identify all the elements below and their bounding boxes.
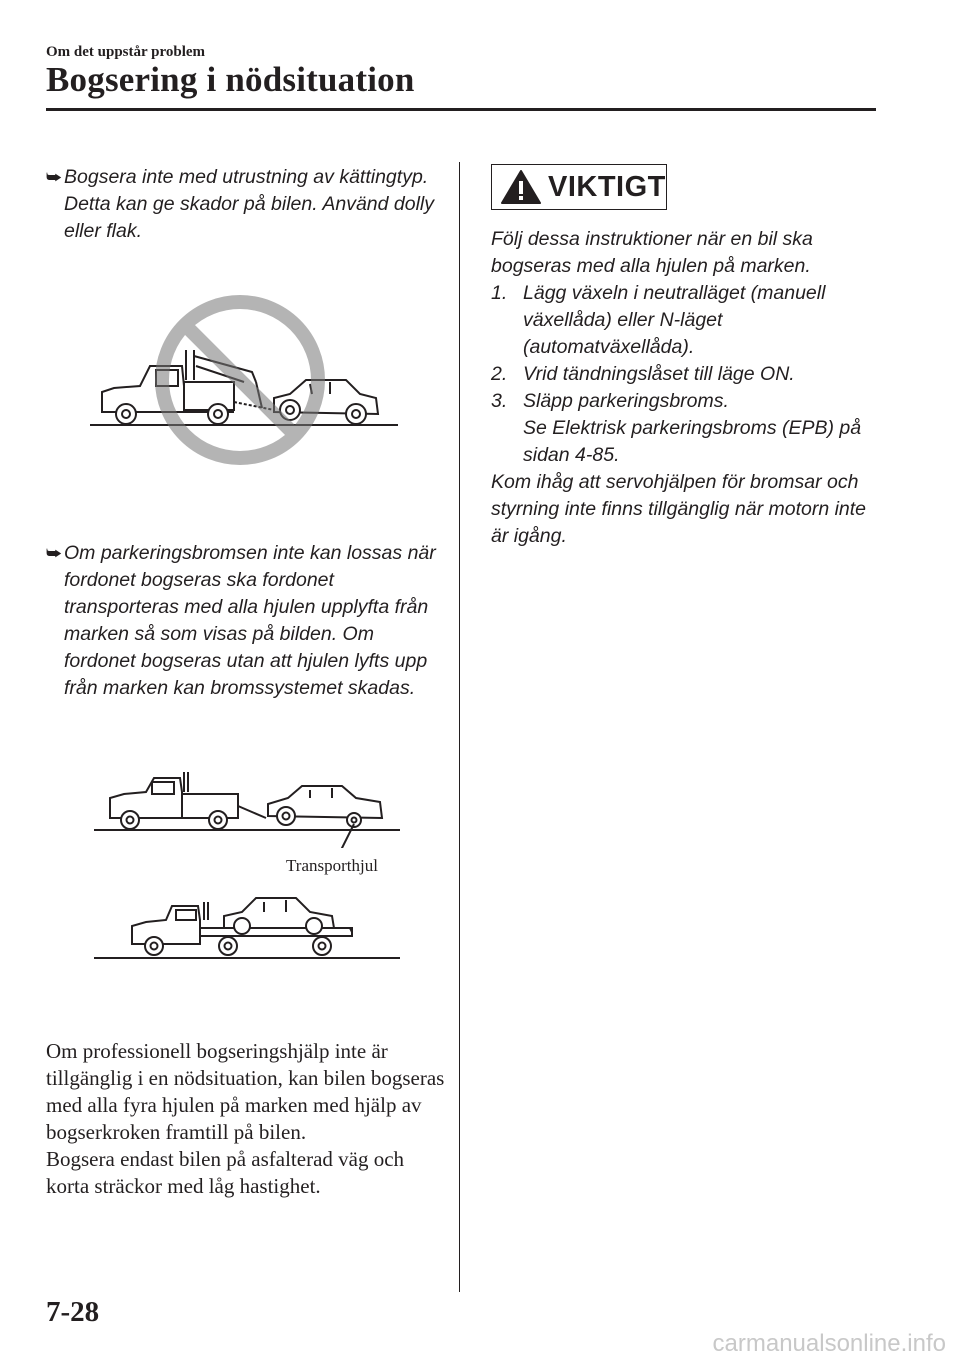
warning-box — [491, 164, 667, 210]
bullet-text: Bogsera inte med utrustning av kättingtyp. Detta kan ge skador på bilen. Använd dolly eller flak. — [64, 166, 435, 242]
warning-label: VIKTIGT — [548, 170, 666, 203]
step-number: 2. — [491, 363, 508, 385]
body-paragraph: Bogsera endast bilen på asfalterad väg och korta sträckor med låg hastighet. — [46, 1147, 405, 1198]
warning-intro: Följ dessa instruktioner när en bil ska bogseras med alla hjulen på marken. — [491, 228, 813, 277]
step-subtext: Se Elektrisk parkeringsbroms (EPB) på sidan 4-85. — [523, 417, 862, 466]
body-paragraph: Om professionell bogseringshjälp inte är tillgänglig i en nödsituation, kan bilen bogseras med alla fyra hjulen på marken med hjälp av bogserkroken framtill på bilen. — [46, 1039, 445, 1144]
step-number: 3. — [491, 390, 508, 412]
bullet-text: Om parkeringsbromsen inte kan lossas när fordonet bogseras ska fordonet transporteras med alla hjulen upplyfta från marken så som visas på bilden. Om fordonet bogseras utan att hjulen lyfts upp från marken kan bromssystemet skadas. — [64, 542, 436, 699]
dolly-tow-illustration — [92, 768, 402, 848]
step-item — [491, 388, 881, 469]
flatbed-transport-illustration — [92, 888, 402, 964]
column-divider — [459, 162, 460, 1292]
watermark: carmanualsonline.info — [712, 1330, 946, 1357]
arrow-bullet-icon: ⮩ — [46, 168, 62, 187]
towing-body-text — [46, 1038, 446, 1200]
bullet-parking-brake — [46, 540, 446, 702]
step-text: Lägg växeln i neutralläget (manuell växellåda) eller N-läget (automatväxellåda). — [523, 282, 826, 358]
bullet-chain-warning — [46, 164, 446, 245]
warning-content — [491, 226, 881, 550]
title-rule — [46, 108, 876, 111]
step-text: Vrid tändningslåset till läge ON. — [523, 363, 795, 385]
section-label: Om det uppstår problem — [46, 44, 206, 60]
warning-outro: Kom ihåg att servohjälpen för bromsar och styrning inte finns tillgänglig när motorn inte är igång. — [491, 471, 867, 547]
page-number: 7-28 — [46, 1296, 100, 1328]
prohibited-chain-tow-illustration — [84, 290, 404, 470]
step-text: Släpp parkeringsbroms. — [523, 390, 729, 412]
arrow-bullet-icon: ⮩ — [46, 544, 62, 563]
page-title: Bogsering i nödsituation — [46, 60, 415, 99]
step-item — [491, 361, 881, 388]
step-item — [491, 280, 881, 361]
dolly-caption: Transporthjul — [286, 856, 378, 875]
step-number: 1. — [491, 282, 508, 304]
warning-triangle-icon — [500, 169, 542, 205]
